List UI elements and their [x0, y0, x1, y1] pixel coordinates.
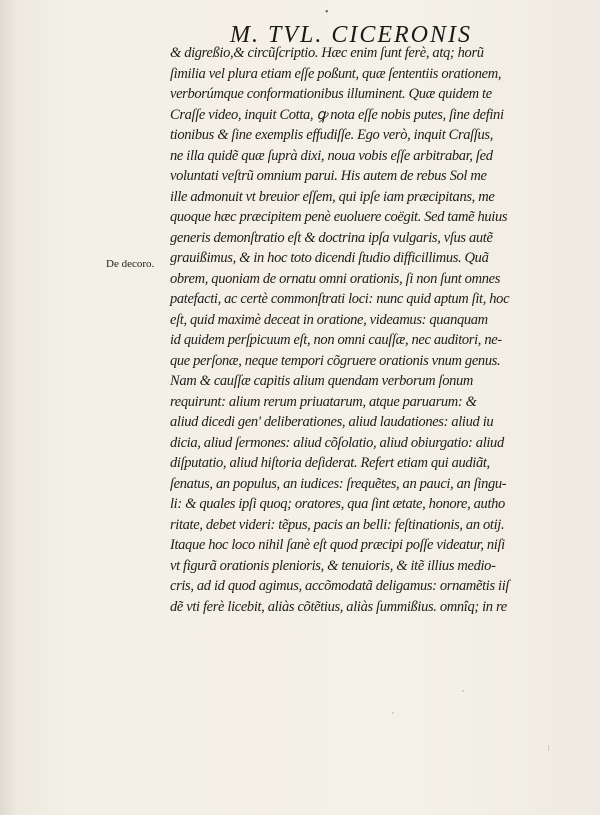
gutter-shadow [0, 0, 18, 815]
text-line: ſimilia vel plura etiam eſſe poßunt, quæ ſententiis orationem, [170, 65, 502, 82]
paper-spot [462, 690, 464, 692]
text-line: Itaque hoc loco nihil ſanè eſt quod præcipi poſſe videatur, niſi [170, 537, 505, 553]
text-line: obrem, quoniam de ornatu omni orationis, ſi non ſunt omnes [170, 270, 500, 287]
header-ornament-icon: • [325, 7, 329, 18]
text-line: verborúmque conformationibus illuminent. Quæ quidem te [170, 86, 492, 102]
text-line: ritate, debet videri: tẽpus, pacis an belli: feſtinationis, an otij. [170, 516, 505, 533]
text-line: que perſonæ, neque tempori cõgruere orationis vnum genus. [170, 352, 501, 369]
paper-spot [392, 712, 394, 714]
text-line: requirunt: alium rerum priuatarum, atque paruarum: & [170, 393, 477, 410]
running-title: M. TVL. CICERONIS [230, 22, 473, 48]
text-line: vt figurã orationis plenioris, & tenuioris, & itẽ illius medio- [170, 557, 496, 574]
paper-spot [548, 745, 549, 751]
text-line: tionibus & ſine exemplis effudiſſe. Ego verò, inquit Craſſus, [170, 127, 493, 143]
text-line: dẽ vti ferè licebit, aliàs cõtẽtius, aliàs ſummißius. omnîq; in re [170, 598, 507, 615]
text-line: dicia, aliud ſermones: aliud cõſolatio, aliud obiurgatio: aliud [170, 434, 504, 451]
text-line: diſputatio, aliud hiſtoria deſiderat. Refert etiam qui audiãt, [170, 455, 490, 471]
page-header [0, 8, 600, 48]
text-line: ne illa quidẽ quæ ſuprà dixi, noua vobis eſſe arbitrabar, ſed [170, 147, 493, 164]
text-line: aliud dicedi gen' deliberationes, aliud laudationes: aliud iu [170, 414, 494, 430]
text-line: Nam & cauſſæ capitis alium quendam verborum ſonum [170, 373, 474, 389]
text-line: ſenatus, an populus, an iudices: ſrequẽtes, an pauci, an ſingu- [170, 475, 507, 492]
text-line: voluntati veſtrũ omnium parui. His autem de rebus Sol me [170, 168, 487, 184]
text-line: patefacti, ac certè commonſtrati loci: nunc quid aptum ſit, hoc [170, 291, 510, 307]
text-line: eſt, quid maximè deceat in oratione, videamus: quanquam [170, 311, 488, 328]
text-line: quoque hæc præcipitem penè euoluere coëgit. Sed tamẽ huius [170, 209, 508, 225]
text-line: grauißimus, & in hoc toto dicendi ſtudio difficillimus. Quã [170, 250, 489, 266]
text-line: Craſſe video, inquit Cotta, ꝙ nota eſſe nobis putes, ſine defini [170, 106, 504, 123]
text-line: & digreßio,& circũſcriptio. Hæc enim ſunt ferè, atq; horũ [170, 45, 484, 61]
text-line: li: & quales ipſi quoq; oratores, qua ſint ætate, honore, autho [170, 496, 505, 512]
body-text [170, 43, 575, 617]
margin-note: De decoro. [106, 258, 155, 270]
text-line: generis demonſtratio eſt & doctrina ipſa vulgaris, vſus autẽ [170, 229, 493, 246]
text-line: cris, ad id quod agimus, accõmodatã deligamus: ornamẽtis iiſ [170, 578, 510, 594]
text-line: ille admonuit vt breuior eſſem, qui ipſe iam præcipitans, me [170, 188, 495, 205]
text-line: id quidem perſpicuum eſt, non omni cauſſæ, nec auditori, ne- [170, 332, 502, 348]
